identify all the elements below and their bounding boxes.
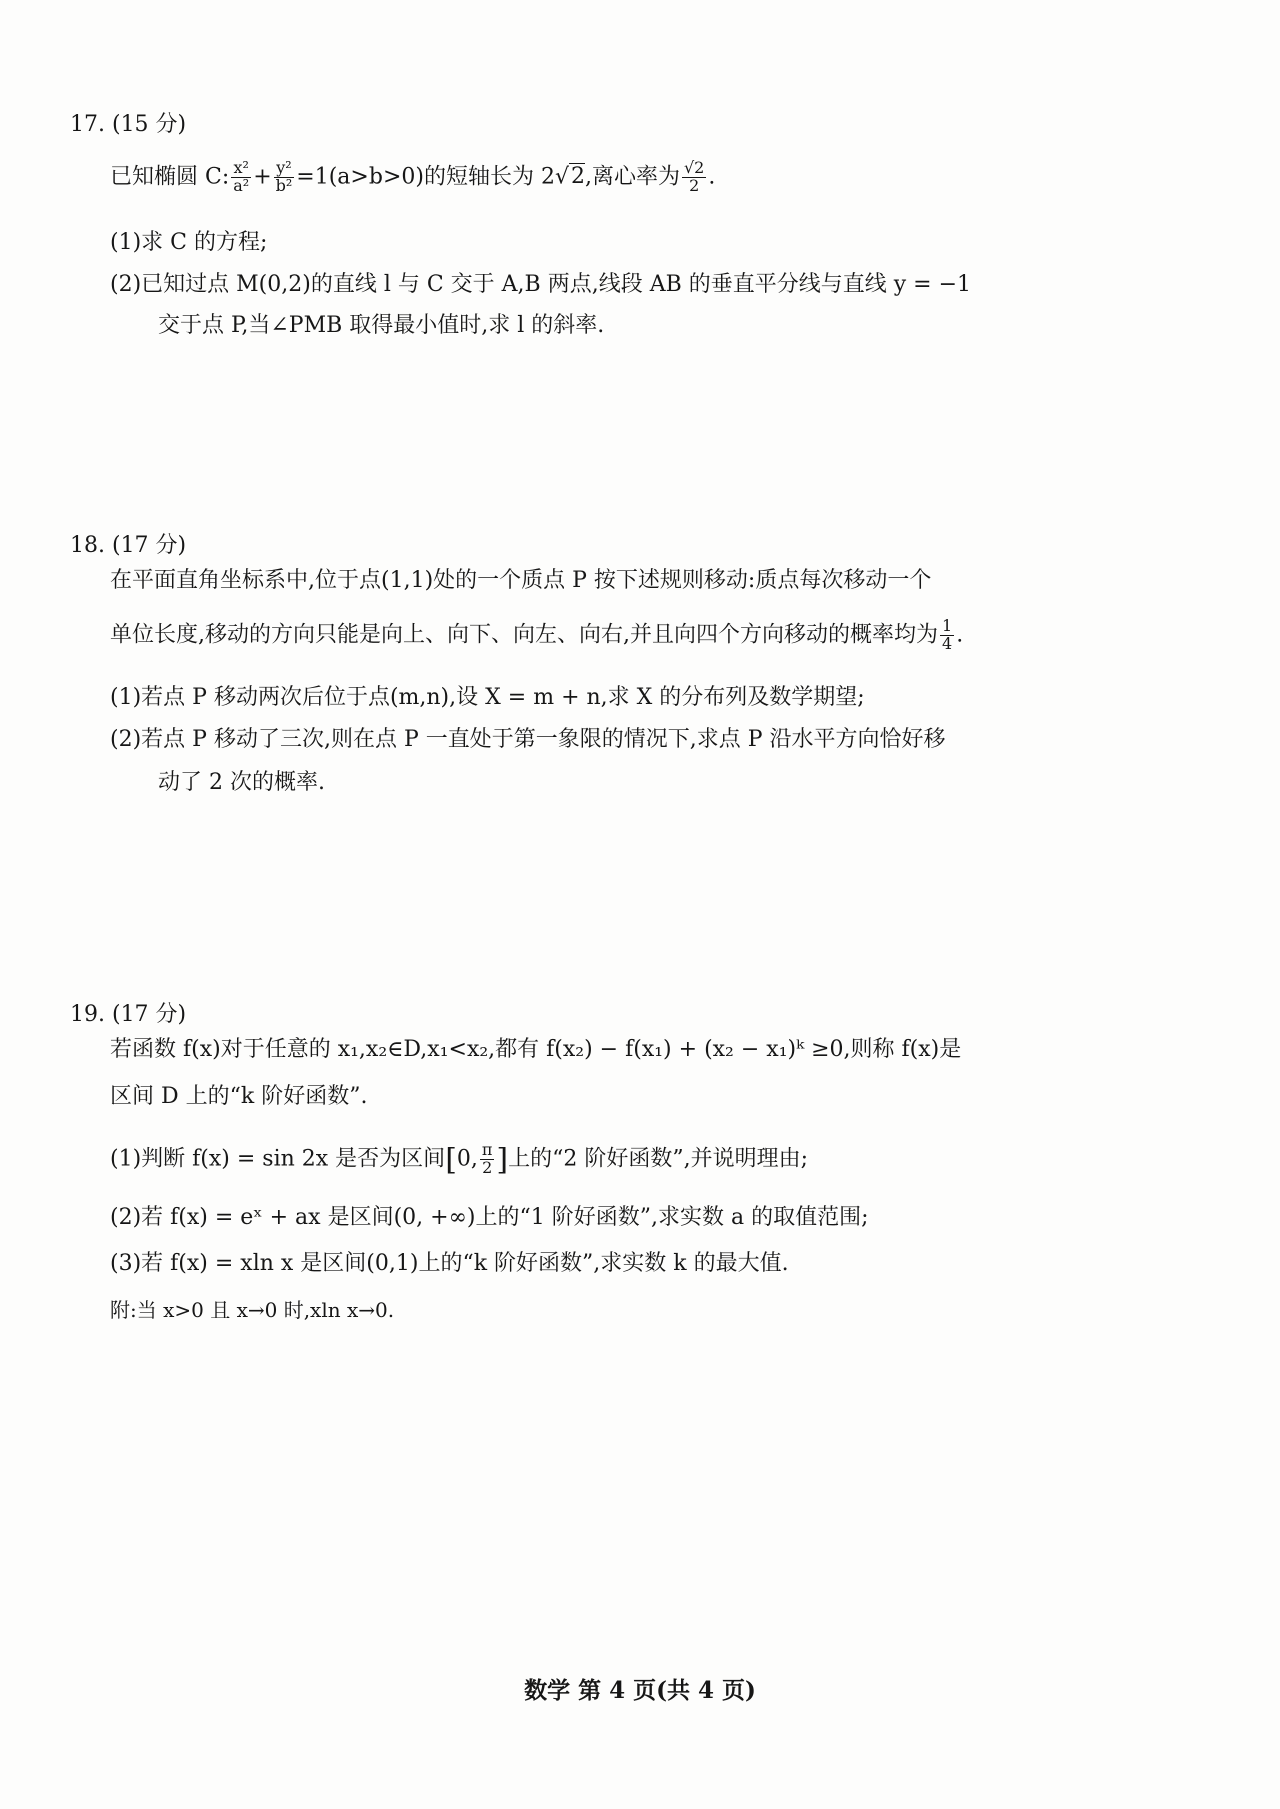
problem-18-statement-line-2: 单位长度,移动的方向只能是向上、向下、向左、向右,并且向四个方向移动的概率均为 $\frac{1}{4}$ . — [110, 616, 964, 653]
problem-19-statement-line-2: 区间 D 上的“k 阶好函数”. — [110, 1084, 368, 1109]
left-bracket: [ — [445, 1142, 457, 1178]
p19-q1-b: 上的“2 阶好函数”,并说明理由; — [508, 1146, 809, 1172]
problem-18-statement-line-1: 在平面直角坐标系中,位于点(1,1)处的一个质点 P 按下述规则移动:质点每次移动一个 — [110, 568, 932, 593]
problem-17-statement: 已知椭圆 C: $\frac{\text{x²}}{\text{a²}}$ + $\frac{\text{y²}}{\text{b²}}$ =1(a>b>0)的短轴长为 2√2,离心率为 $\frac{√2}{2}$ . — [110, 158, 716, 195]
problem-17-part-2-line-2: 交于点 P,当∠PMB 取得最小值时,求 l 的斜率. — [158, 313, 605, 338]
problem-19-part-1 — [110, 1142, 808, 1177]
p17-intro-c: ,离心率为 — [584, 164, 680, 190]
interval-left: 0, — [456, 1146, 478, 1172]
fraction-one-quarter: $\frac{1}{4}$ — [942, 616, 953, 653]
right-bracket: ] — [496, 1142, 509, 1178]
problem-17-part-2-line-1: (2)已知过点 M(0,2)的直线 l 与 C 交于 A,B 两点,线段 AB 的垂直平分线与直线 y = −1 — [110, 272, 972, 297]
fraction-x2-a2: $\frac{\text{x²}}{\text{a²}}$ — [233, 158, 250, 195]
problem-18-number: 18. (17 分) — [70, 533, 187, 558]
problem-19-number: 19. (17 分) — [70, 1002, 187, 1027]
sqrt-radicand: 2 — [570, 164, 585, 190]
problem-18-part-2-line-2: 动了 2 次的概率. — [158, 770, 325, 795]
problem-19-statement-line-1: 若函数 f(x)对于任意的 x₁,x₂∈D,x₁<x₂,都有 f(x₂) − f(x₁) + (x₂ − x₁)ᵏ ≥0,则称 f(x)是 — [110, 1037, 962, 1062]
problem-18-part-1: (1)若点 P 移动两次后位于点(m,n),设 X = m + n,求 X 的分布列及数学期望; — [110, 685, 865, 710]
problem-17-part-1: (1)求 C 的方程; — [110, 230, 268, 255]
fraction-pi-over-2: $\frac{\pi}{2}$ — [481, 1140, 493, 1177]
p19-q1-a: (1)判断 f(x) = sin 2x 是否为区间 — [110, 1146, 446, 1172]
p18-intro-b: 单位长度,移动的方向只能是向上、向下、向左、向右,并且向四个方向移动的概率均为 — [110, 622, 938, 648]
sqrt-symbol: √ — [554, 164, 569, 190]
fraction-y2-b2: $\frac{\text{y²}}{\text{b²}}$ — [275, 158, 293, 195]
p17-intro-a: 已知椭圆 C: — [110, 164, 230, 190]
problem-17-number: 17. (15 分) — [70, 112, 187, 137]
page-footer: 数学 第 4 页(共 4 页) — [524, 1677, 756, 1704]
p17-intro-b: =1(a>b>0)的短轴长为 2 — [296, 164, 555, 190]
problem-19-note: 附:当 x>0 且 x→0 时,xln x→0. — [110, 1298, 395, 1322]
problem-19-part-3: (3)若 f(x) = xln x 是区间(0,1)上的“k 阶好函数”,求实数 k 的最大值. — [110, 1251, 789, 1276]
problem-19-part-2: (2)若 f(x) = eˣ + ax 是区间(0, +∞)上的“1 阶好函数”,求实数 a 的取值范围; — [110, 1205, 869, 1230]
problem-18-part-2-line-1: (2)若点 P 移动了三次,则在点 P 一直处于第一象限的情况下,求点 P 沿水平方向恰好移 — [110, 727, 946, 752]
fraction-eccentricity: $\frac{√2}{2}$ — [683, 158, 705, 195]
